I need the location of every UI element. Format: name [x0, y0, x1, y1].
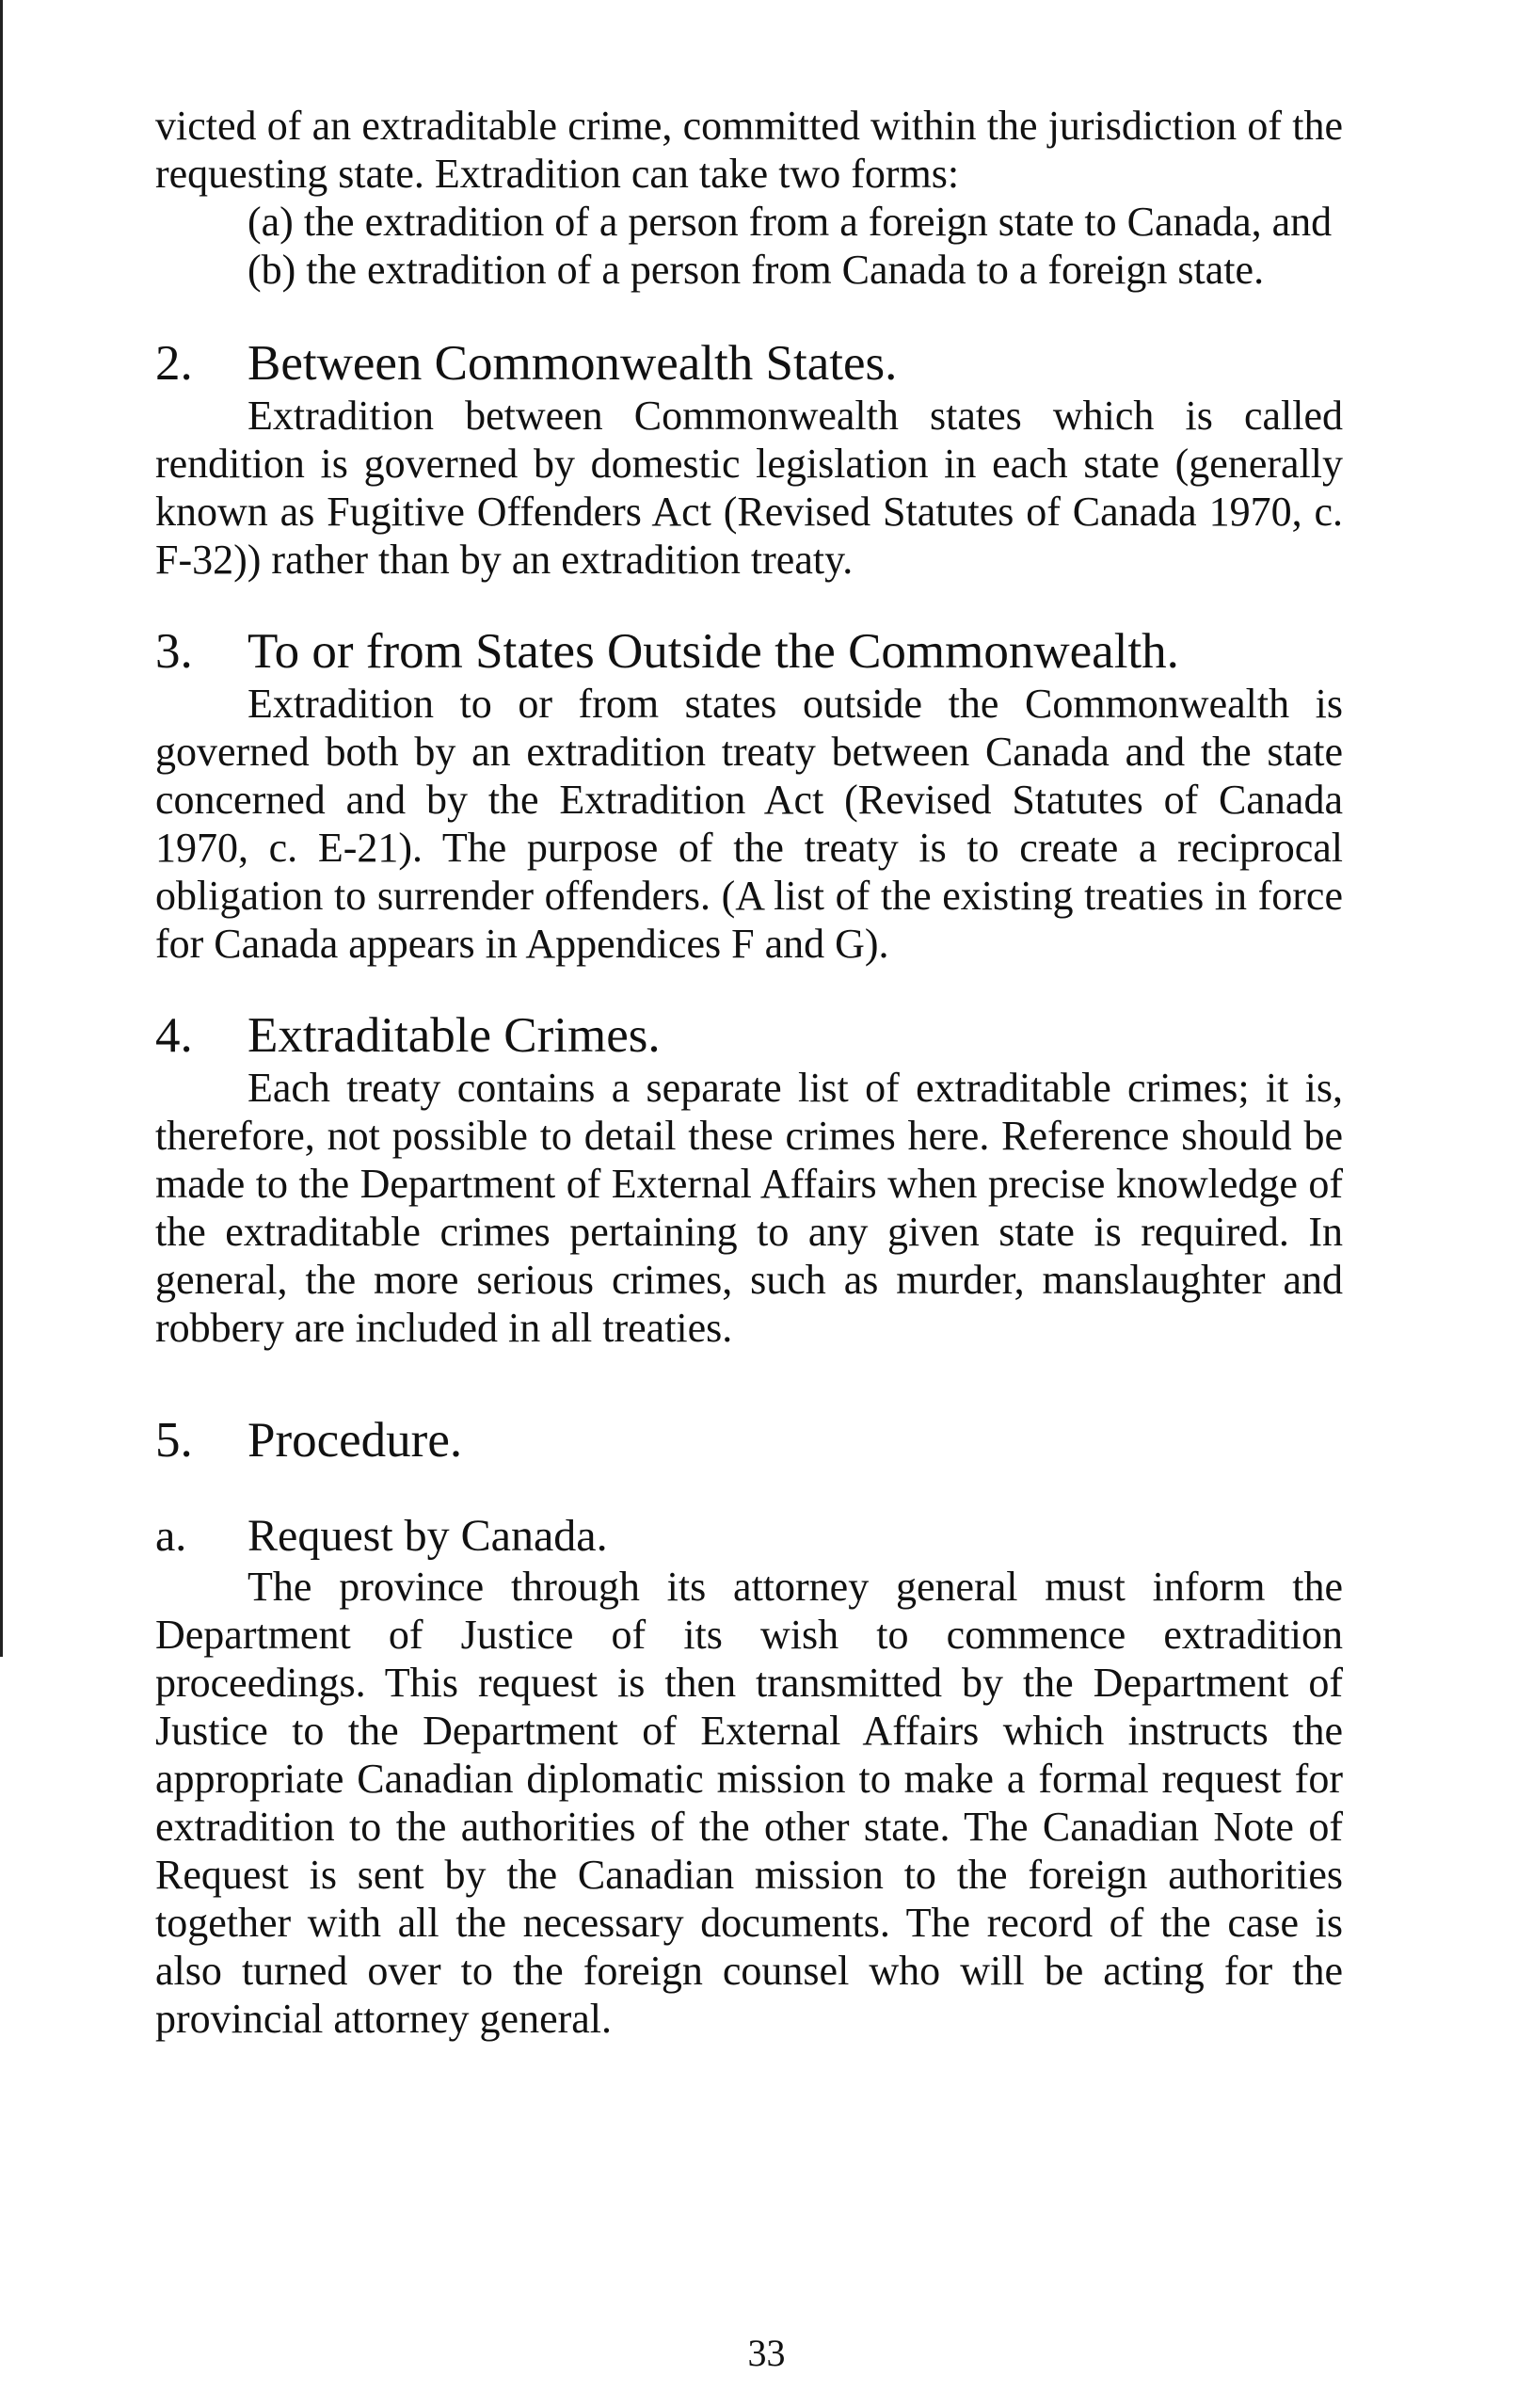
subsection-a-heading: [155, 1510, 1343, 1563]
section-4-body: Each treaty contains a separate list of extraditable crimes; it is, therefore, not possible to detail these crimes here. Reference should be made to the Department of External Affairs when precise knowledge of the extraditable crimes pertaining to any given state is required. In general, the more serious crimes, such as murder, manslaughter and robbery are included in all treaties.: [155, 1065, 1343, 1351]
page-number: 33: [747, 2332, 786, 2374]
section-title: Extraditable Crimes.: [248, 1008, 661, 1063]
subsection-a-body: The province through its attorney general must inform the Department of Justice of its wish to commence extradition proceedings. This request is then transmitted by the Department of Justice to the Department of External Affairs which instructs the appropriate Canadian diplomatic mission to make a formal request for extradition to the authorities of the other state. The Canadian Note of Request is sent by the Canadian mission to the foreign authorities together with all the necessary documents. The record of the case is also turned over to the foreign counsel who will be acting for the provincial attorney general.: [155, 1564, 1343, 2042]
section-title: Between Commonwealth States.: [248, 336, 898, 391]
section-2-body: Extradition between Commonwealth states which is called rendition is governed by domestic legislation in each state (generally known as Fugitive Offenders Act (Revised Statutes of Canada 1970, c. F-32)) rather than by an extradition treaty.: [155, 393, 1343, 583]
section-5-heading: [155, 1412, 1343, 1469]
section-title: Procedure.: [248, 1413, 463, 1468]
list-item-a: (a) the extradition of a person from a foreign state to Canada, and: [248, 199, 1333, 245]
section-number: 3.: [155, 624, 193, 679]
section-2-heading: [155, 335, 1343, 392]
section-3-body: Extradition to or from states outside the Commonwealth is governed both by an extradition treaty between Canada and the state concerned and by the Extradition Act (Revised Statutes of Canada 1970, c. E-21). The purpose of the treaty is to create a reciprocal obligation to surrender offenders. (A list of the existing treaties in force for Canada appears in Appendices F and G).: [155, 681, 1343, 967]
subsection-title: Request by Canada.: [248, 1511, 608, 1561]
left-margin-rule: [0, 0, 3, 1657]
subsection-letter: a.: [155, 1511, 187, 1561]
forms-list: [155, 198, 1343, 294]
section-title: To or from States Outside the Commonwealth.: [248, 624, 1179, 679]
section-4-heading: [155, 1007, 1343, 1064]
list-item-b: (b) the extradition of a person from Canada to a foreign state.: [248, 247, 1265, 293]
section-3-heading: [155, 623, 1343, 680]
section-number: 5.: [155, 1413, 193, 1468]
section-number: 4.: [155, 1008, 193, 1063]
intro-paragraph: victed of an extraditable crime, committed within the jurisdiction of the requesting state. Extradition can take two forms:: [155, 103, 1343, 197]
page-content: [155, 102, 1343, 2043]
section-number: 2.: [155, 336, 193, 391]
